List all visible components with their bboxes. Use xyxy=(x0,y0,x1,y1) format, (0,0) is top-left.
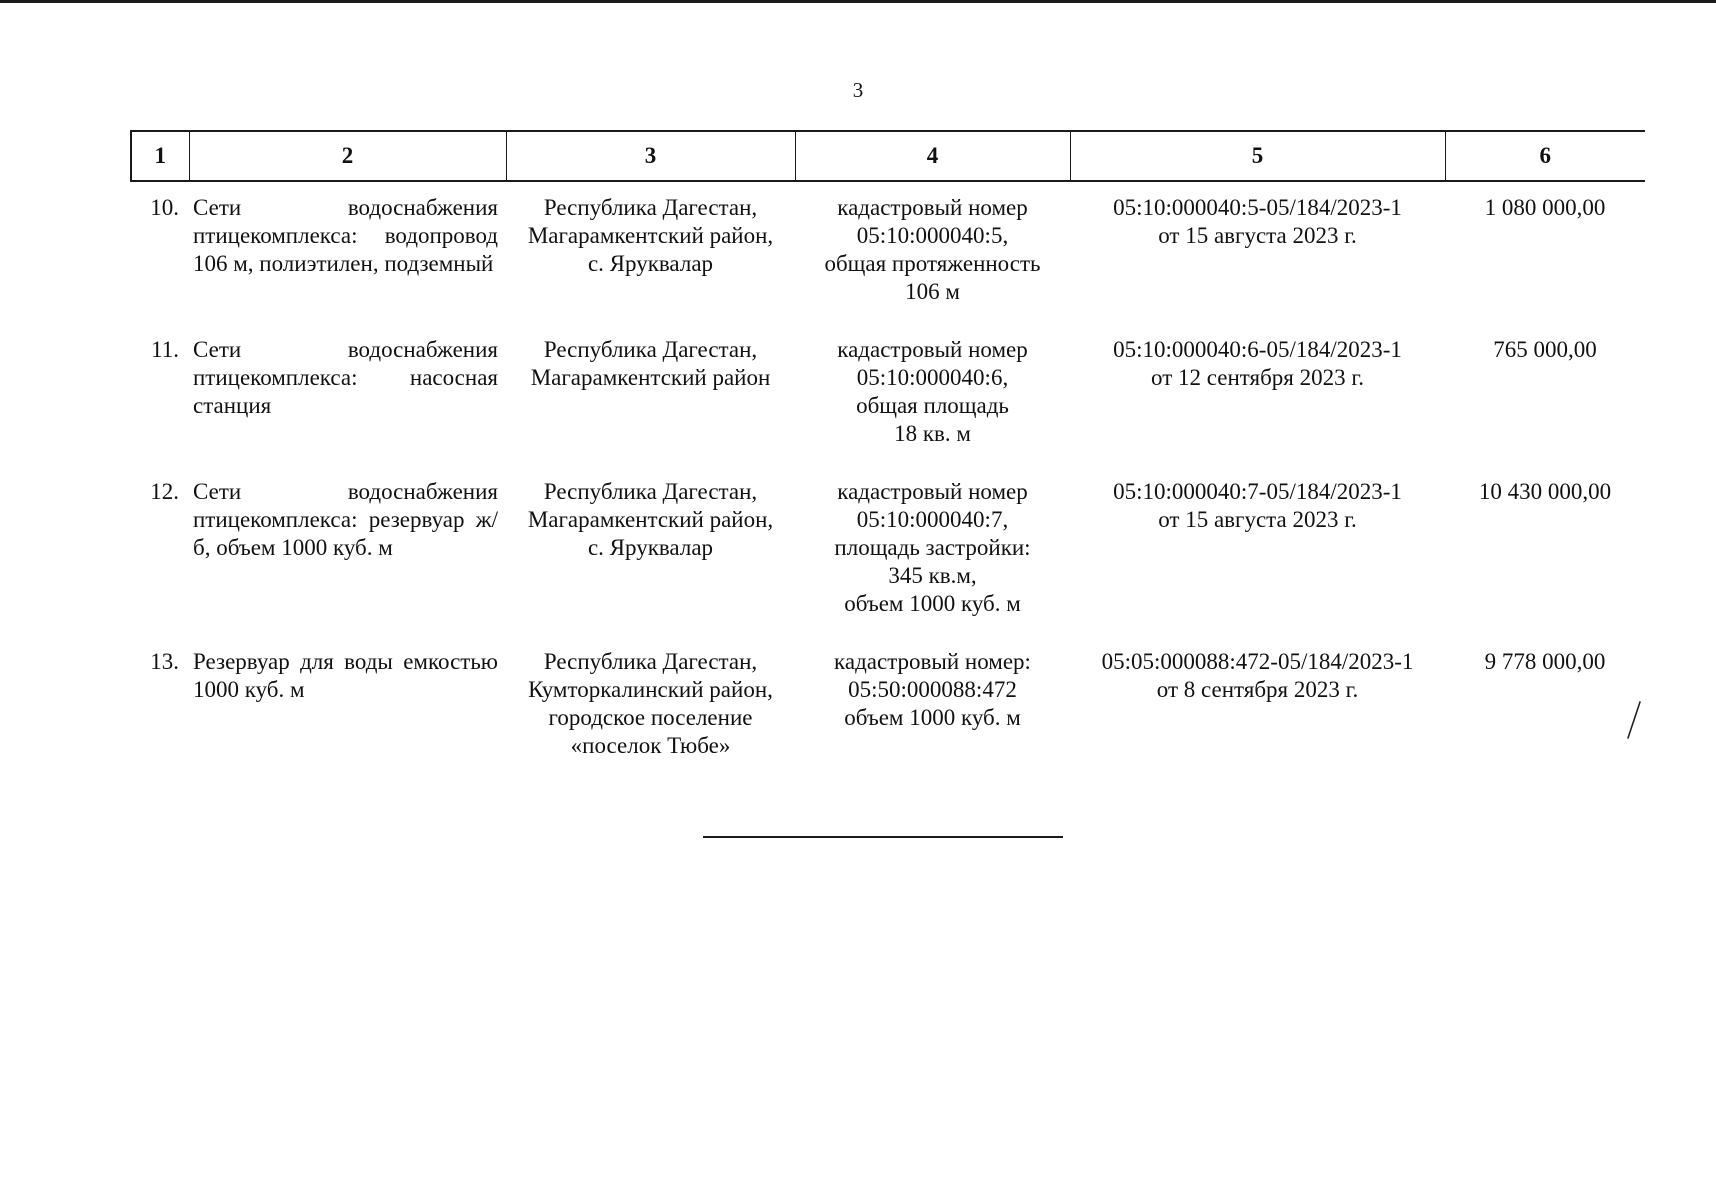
registration-record: 05:10:000040:6-05/184/2023-1 от 12 сентября 2023 г. xyxy=(1113,337,1402,390)
header-col-1: 1 xyxy=(131,131,189,181)
object-name: Сети водоснабжения птицекомплекса: насосная станция xyxy=(193,337,498,418)
header-col-2: 2 xyxy=(189,131,506,181)
row-number: 10. xyxy=(150,195,179,220)
table-header xyxy=(131,131,1645,181)
object-name: Сети водоснабжения птицекомплекса: водопровод 106 м, полиэтилен, подземный xyxy=(193,195,498,276)
row-number: 12. xyxy=(150,479,179,504)
table-body xyxy=(131,181,1645,778)
property-table xyxy=(130,130,1645,778)
page-number: 3 xyxy=(852,78,864,102)
registration-record: 05:10:000040:7-05/184/2023-1 от 15 августа 2023 г. xyxy=(1113,479,1402,532)
object-characteristics: кадастровый номер 05:10:000040:7, площадь застройки: 345 кв.м, объем 1000 куб. м xyxy=(834,479,1031,616)
object-address: Республика Дагестан, Магарамкентский район, с. Яруквалар xyxy=(527,195,774,276)
object-value: 765 000,00 xyxy=(1493,337,1597,362)
registration-record: 05:05:000088:472-05/184/2023-1 от 8 сентября 2023 г. xyxy=(1101,649,1414,702)
object-address: Республика Дагестан, Магарамкентский район, с. Яруквалар xyxy=(527,479,774,560)
table-row xyxy=(131,181,1645,324)
registration-record: 05:10:000040:5-05/184/2023-1 от 15 августа 2023 г. xyxy=(1113,195,1402,248)
object-characteristics: кадастровый номер 05:10:000040:5, общая протяженность 106 м xyxy=(824,195,1041,304)
object-value: 9 778 000,00 xyxy=(1484,649,1606,674)
table-row xyxy=(131,466,1645,636)
pen-stroke-mark xyxy=(1622,700,1644,740)
table-row xyxy=(131,636,1645,778)
header-col-3: 3 xyxy=(506,131,795,181)
header-col-4: 4 xyxy=(795,131,1070,181)
object-value: 1 080 000,00 xyxy=(1484,195,1606,220)
page-top-edge xyxy=(0,0,1716,3)
object-address: Республика Дагестан, Магарамкентский район xyxy=(530,337,771,390)
object-address: Республика Дагестан, Кумторкалинский район, городское поселение «поселок Тюбе» xyxy=(528,649,773,758)
object-characteristics: кадастровый номер 05:10:000040:6, общая площадь 18 кв. м xyxy=(837,337,1028,446)
header-col-5: 5 xyxy=(1070,131,1445,181)
row-number: 11. xyxy=(151,337,179,362)
table-row xyxy=(131,324,1645,466)
header-col-6: 6 xyxy=(1445,131,1645,181)
end-of-document-rule xyxy=(703,836,1063,838)
object-characteristics: кадастровый номер: 05:50:000088:472 объем 1000 куб. м xyxy=(834,649,1031,730)
header-row xyxy=(131,131,1645,181)
object-name: Сети водоснабжения птицекомплекса: резервуар ж/б, объем 1000 куб. м xyxy=(193,479,498,560)
object-name: Резервуар для воды емкостью 1000 куб. м xyxy=(193,649,498,702)
object-value: 10 430 000,00 xyxy=(1478,479,1612,504)
row-number: 13. xyxy=(150,649,179,674)
